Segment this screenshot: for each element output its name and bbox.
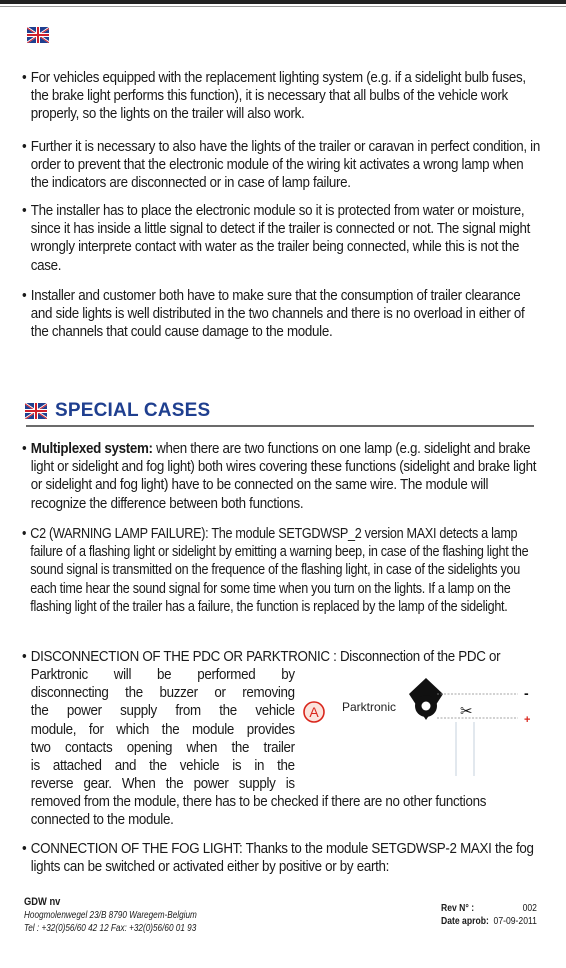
bullet-item	[22, 138, 540, 193]
pdc-line1: DISCONNECTION OF THE PDC OR PARKTRONIC : Disconnection of the PDC or	[30, 648, 501, 665]
bullet-item	[22, 287, 525, 342]
bullet-dot: •	[22, 69, 27, 86]
pdc-line: Parktronic will be performed by	[30, 666, 295, 683]
pdc-line: disconnecting the buzzer or removing	[30, 684, 295, 702]
bullet-item-c2	[22, 525, 529, 616]
date-value: 07-09-2011	[493, 915, 537, 927]
c2-text: C2 (WARNING LAMP FAILURE): The module SETGDWSP_2 version MAXI detects a lamp failure of a flashing light or sidelight by emitting a warning beep, in case of the flashing light the sound signal is transmitted on the frequence of the flashing light, in case of the sidelights you each time hear the sound signal for some time when you turn on the lights. If a lamp on the flashing light of the trailer has a failure, the function is replaced by the lamp of the sidelight.	[30, 525, 529, 615]
bullet-dot: •	[22, 138, 27, 155]
bullet-dot: •	[22, 840, 27, 857]
multiplexed-label: Multiplexed system:	[30, 440, 153, 457]
pdc-tail-block	[22, 793, 487, 829]
circle-letter: A	[309, 704, 319, 720]
bullet-item-multiplexed	[22, 440, 537, 513]
bullet-item-pdc	[22, 648, 501, 666]
footer-company-info	[24, 896, 246, 935]
top-rule	[0, 0, 566, 4]
pdc-line: two contacts opening when the trailer	[30, 738, 295, 756]
company-phone: Tel : +32(0)56/60 42 12 Fax: +32(0)56/60 01 93	[24, 922, 197, 934]
bullet-text: The installer has to place the electronic module so it is protected from water or moisture, since it has inside a little signal to detect if the trailer is connected or not. The signal might wrongly interprete contact with water as the trailer being connected, while this is not the case.	[30, 202, 531, 274]
uk-flag-icon	[25, 403, 47, 419]
pdc-line: reverse gear. When the power supply is	[30, 775, 295, 793]
bullet-dot: •	[22, 202, 27, 219]
bullet-dot: •	[22, 525, 27, 542]
company-address: Hoogmolenwegel 23/B 8790 Waregem-Belgium	[24, 909, 197, 921]
bullet-text: Installer and customer both have to make sure that the consumption of trailer clearance and side lights is well distributed in the two channels and there is no overload in either of the channels that could cause damage to the module.	[30, 287, 525, 341]
parktronic-label: Parktronic	[342, 700, 397, 714]
multiplexed-text: when there are two functions on one lamp (e.g. sidelight and brake light or sidelight and fog light) both wires covering these functions (sidelight and brake light or sidelight and fog light) have to be connected on the same wire. The module will recognize the difference between both functions.	[30, 440, 537, 512]
connector-icon	[409, 678, 443, 720]
bullet-text: Further it is necessary to also have the lights of the trailer or caravan in perfect condition, in order to prevent that the electronic module of the wiring kit activates a wrong lamp when the indicators are disconnected or in case of lamp failure.	[30, 138, 540, 192]
footer-revision-info	[441, 902, 537, 928]
fog-text: CONNECTION OF THE FOG LIGHT: Thanks to the module SETGDWSP-2 MAXI the fog lights can be switched or activated either by positive or by earth:	[30, 840, 534, 876]
bullet-item	[22, 202, 531, 275]
company-name: GDW nv	[24, 896, 61, 908]
section-title: SPECIAL CASES	[55, 400, 211, 421]
section-heading	[25, 399, 210, 423]
rev-label: Rev N° :	[441, 902, 475, 914]
date-label: Date aprob:	[441, 915, 489, 927]
minus-sign: -	[524, 685, 529, 701]
top-rule-thin	[0, 6, 566, 7]
parktronic-wiring-diagram	[298, 676, 538, 780]
plus-sign: +	[524, 714, 531, 726]
circle-a-icon	[304, 702, 324, 722]
bullet-text: For vehicles equipped with the replacement lighting system (e.g. if a sidelight bulb fuses, the brake light performs this function), it is necessary that all bulbs of the vehicle work properly, so the lights on the trailer will also work.	[30, 69, 526, 123]
pdc-line: the power supply from the vehicle	[30, 702, 295, 720]
bullet-dot: •	[22, 648, 27, 665]
pdc-line: module, for which the module provides	[30, 720, 295, 738]
bullet-dot: •	[22, 287, 27, 304]
heading-underline	[26, 425, 534, 427]
uk-flag-icon	[27, 27, 49, 43]
bullet-item-fog	[22, 840, 534, 876]
scissors-icon: ✂	[460, 702, 473, 720]
pdc-tail: removed from the module, there has to be checked if there are no other functions connected to the module.	[30, 793, 487, 829]
rev-value: 002	[522, 902, 537, 914]
pdc-line: is attached and the vehicle is in the	[30, 757, 295, 775]
bullet-item	[22, 69, 526, 124]
bullet-dot: •	[22, 440, 27, 457]
